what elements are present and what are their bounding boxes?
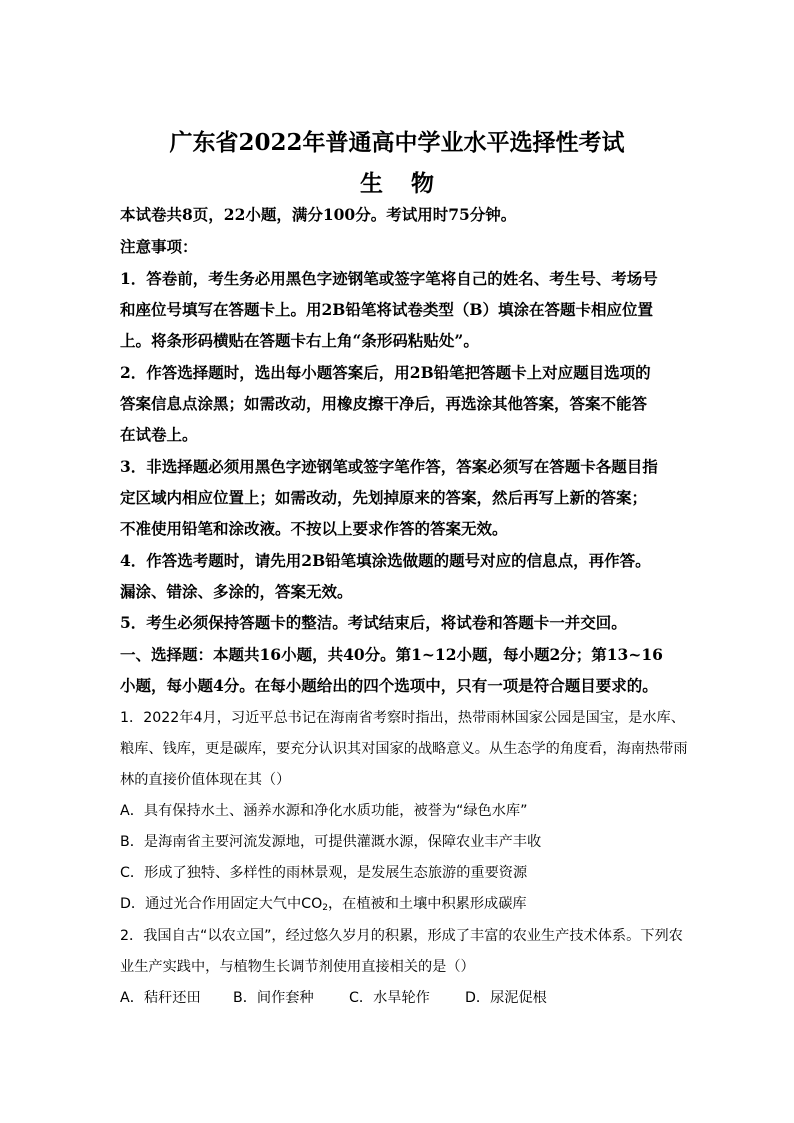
question-2-stem-line: 业生产实践中，与植物生长调节剂使用直接相关的是（） bbox=[120, 959, 475, 975]
notice-line: 1．答卷前，考生务必用黑色字迹钢笔或签字笔将自己的姓名、考生号、考场号 bbox=[120, 269, 658, 288]
question-2-option-b: B．间作套种 bbox=[233, 990, 314, 1006]
notice-line: 5．考生必须保持答题卡的整洁。考试结束后，将试卷和答题卡一并交回。 bbox=[120, 613, 627, 632]
option-d-prefix: D．通过光合作用固定大气中CO bbox=[120, 896, 323, 912]
notice-line: 3．非选择题必须用黑色字迹钢笔或签字笔作答，答案必须写在答题卡各题目指 bbox=[120, 457, 658, 476]
question-1-option-d bbox=[120, 894, 527, 918]
notice-line: 漏涂、错涂、多涂的，答案无效。 bbox=[120, 582, 353, 601]
question-1-stem-line: 粮库、钱库，更是碳库，要充分认识其对国家的战略意义。从生态学的角度看，海南热带雨 bbox=[120, 741, 688, 757]
notice-line: 在试卷上。 bbox=[120, 425, 198, 444]
co2-subscript: 2 bbox=[322, 903, 328, 913]
option-d-suffix: ，在植被和土壤中积累形成碳库 bbox=[327, 896, 527, 912]
notice-line: 答案信息点涂黑；如需改动，用橡皮擦干净后，再选涂其他答案，答案不能答 bbox=[120, 394, 648, 413]
notice-line: 定区域内相应位置上；如需改动，先划掉原来的答案，然后再写上新的答案； bbox=[120, 488, 648, 507]
notice-line: 2．作答选择题时，选出每小题答案后，用2B铅笔把答题卡上对应题目选项的 bbox=[120, 363, 651, 382]
question-1-option-b: B．是海南省主要河流发源地，可提供灌溉水源，保障农业丰产丰收 bbox=[120, 834, 542, 850]
notice-line: 4．作答选考题时，请先用2B铅笔填涂选做题的题号对应的信息点，再作答。 bbox=[120, 551, 651, 570]
subject-title: 生物 bbox=[360, 170, 462, 197]
question-1-option-a: A．具有保持水土、涵养水源和净化水质功能，被誉为“绿色水库” bbox=[120, 803, 528, 819]
notice-line: 和座位号填写在答题卡上。用2B铅笔将试卷类型（B）填涂在答题卡相应位置 bbox=[120, 300, 653, 319]
notice-line: 不准使用铅笔和涂改液。不按以上要求作答的答案无效。 bbox=[120, 519, 508, 538]
notice-line: 上。将条形码横贴在答题卡右上角“条形码粘贴处”。 bbox=[120, 331, 479, 350]
section-heading-line: 一、选择题：本题共16小题，共40分。第1~12小题，每小题2分；第13~16 bbox=[120, 645, 663, 664]
question-2-stem-line: 2．我国自古“以农立国”，经过悠久岁月的积累，形成了丰富的农业生产技术体系。下列农 bbox=[120, 928, 683, 944]
exam-title: 广东省2022年普通高中学业水平选择性考试 bbox=[169, 129, 625, 156]
section-heading-line: 小题，每小题4分。在每小题给出的四个选项中，只有一项是符合题目要求的。 bbox=[120, 676, 658, 695]
question-2-options bbox=[120, 988, 547, 1008]
notice-heading: 注意事项： bbox=[120, 237, 198, 256]
question-2-option-a: A．秸秆还田 bbox=[120, 990, 201, 1006]
question-2-option-c: C．水旱轮作 bbox=[349, 990, 430, 1006]
question-1-stem-line: 林的直接价值体现在其（） bbox=[120, 772, 291, 788]
question-1-option-c: C．形成了独特、多样性的雨林景观，是发展生态旅游的重要资源 bbox=[120, 865, 528, 881]
exam-intro: 本试卷共8页，22小题，满分100分。考试用时75分钟。 bbox=[120, 205, 517, 224]
question-2-option-d: D．尿泥促根 bbox=[465, 990, 547, 1006]
question-1-stem-line: 1．2022年4月，习近平总书记在海南省考察时指出，热带雨林国家公园是国宝，是水库、 bbox=[120, 710, 685, 726]
